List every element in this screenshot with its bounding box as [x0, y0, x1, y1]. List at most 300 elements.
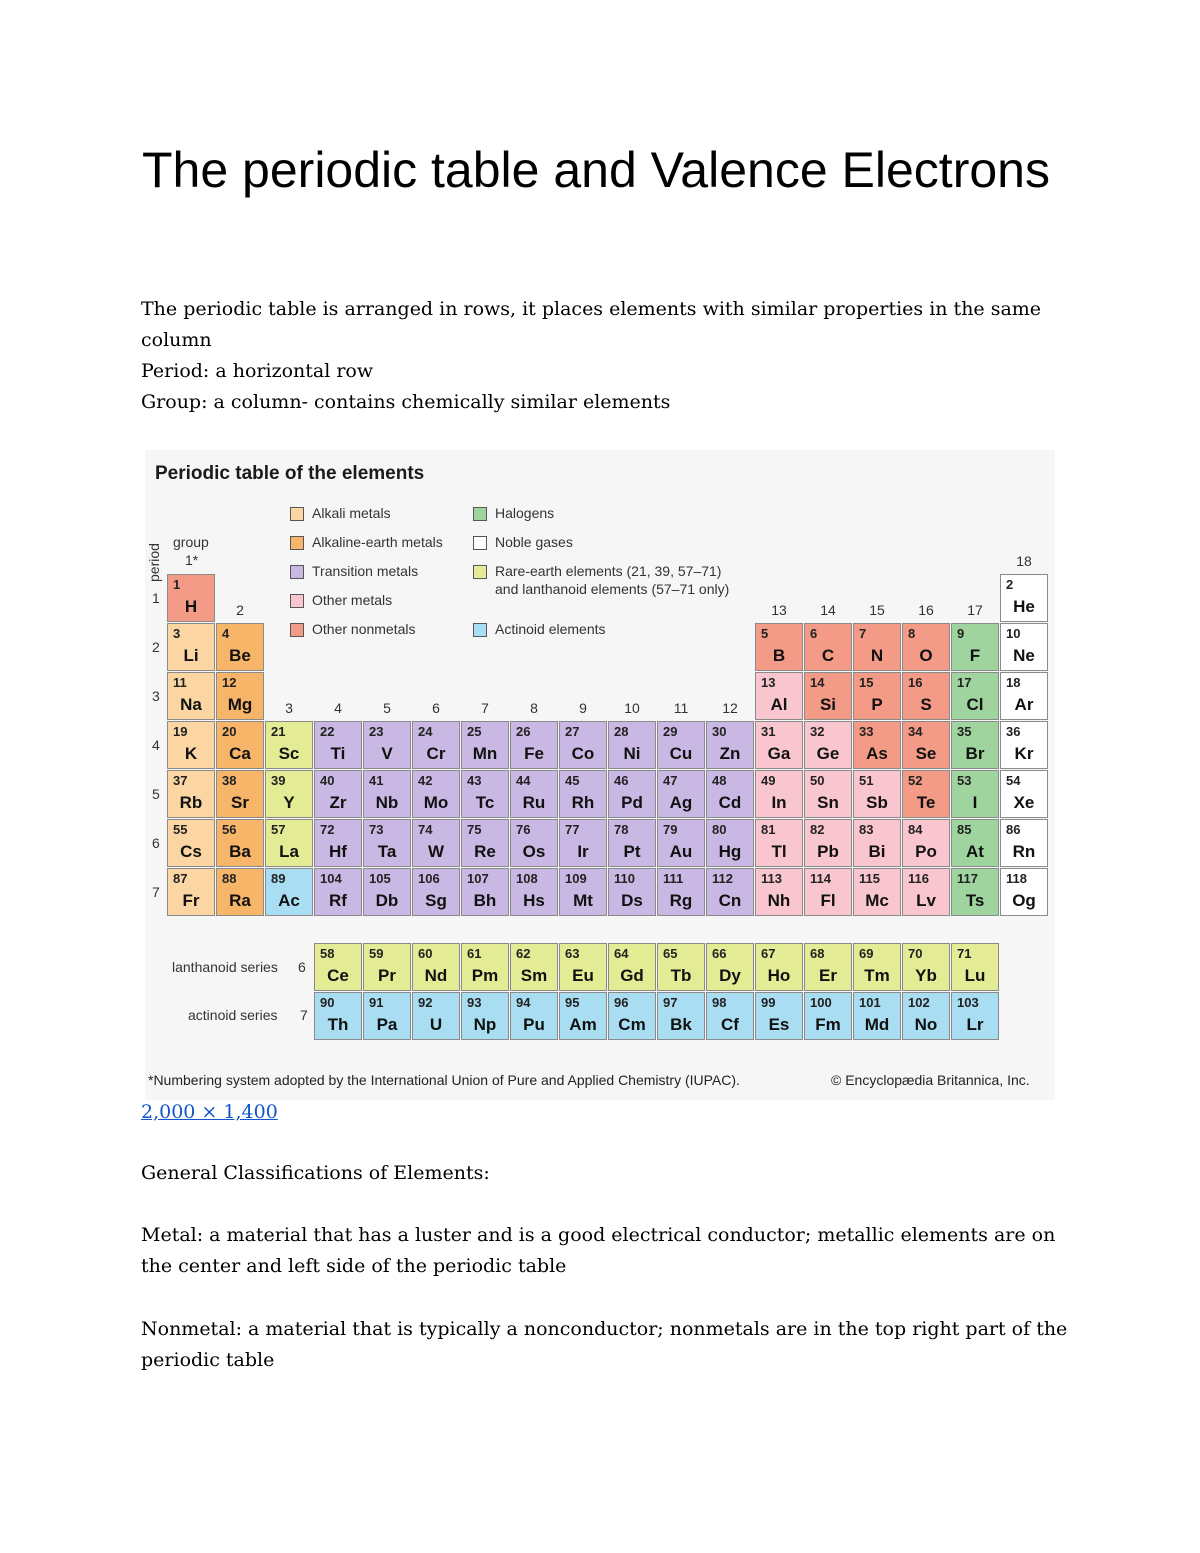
atomic-number: 104 [320, 871, 342, 886]
element-symbol: Rn [1012, 842, 1036, 861]
atomic-number: 15 [859, 675, 874, 690]
atomic-number: 8 [908, 626, 916, 641]
element-symbol: Al [770, 695, 788, 714]
element-symbol: K [184, 744, 198, 763]
atomic-number: 90 [320, 995, 335, 1010]
atomic-number: 52 [908, 773, 923, 788]
element-symbol: Ts [965, 891, 985, 910]
element-symbol: Cn [718, 891, 742, 910]
element-symbol: Sm [520, 966, 548, 985]
element-cell-Rn [1000, 819, 1048, 867]
atomic-number: 101 [859, 995, 881, 1010]
element-cell-H [167, 574, 215, 622]
element-cell-Hf [314, 819, 362, 867]
element-cell-Mt [559, 868, 607, 916]
element-symbol: Pd [621, 793, 643, 812]
group-label-8: 8 [530, 700, 538, 716]
atomic-number: 96 [614, 995, 629, 1010]
group-label-5: 5 [383, 700, 391, 716]
element-symbol: U [429, 1015, 443, 1034]
atomic-number: 91 [369, 995, 384, 1010]
element-cell-Ga [755, 721, 803, 769]
element-cell-Ho [755, 943, 803, 991]
element-symbol: As [866, 744, 888, 763]
element-cell-Er [804, 943, 852, 991]
element-cell-Zr [314, 770, 362, 818]
element-symbol: Ac [278, 891, 300, 910]
element-symbol: Cr [426, 744, 446, 763]
element-symbol: W [427, 842, 445, 861]
element-cell-Sg [412, 868, 460, 916]
element-cell-Hg [706, 819, 754, 867]
image-size-link[interactable]: 2,000 × 1,400 [141, 1101, 278, 1123]
atomic-number: 98 [712, 995, 727, 1010]
atomic-number: 94 [516, 995, 531, 1010]
element-symbol: H [184, 597, 198, 616]
element-cell-Cr [412, 721, 460, 769]
atomic-number: 78 [614, 822, 629, 837]
atomic-number: 38 [222, 773, 237, 788]
atomic-number: 68 [810, 946, 825, 961]
element-symbol: Cl [966, 695, 984, 714]
element-cell-Mo [412, 770, 460, 818]
atomic-number: 69 [859, 946, 874, 961]
element-cell-Ta [363, 819, 411, 867]
element-cell-Li [167, 623, 215, 671]
atomic-number: 19 [173, 724, 188, 739]
group-label-15: 15 [869, 602, 885, 618]
atomic-number: 48 [712, 773, 727, 788]
element-cell-Og [1000, 868, 1048, 916]
group-label-16: 16 [918, 602, 934, 618]
element-cell-Os [510, 819, 558, 867]
atomic-number: 58 [320, 946, 335, 961]
atomic-number: 72 [320, 822, 335, 837]
group-label-11: 11 [673, 700, 689, 716]
intro-line-1: The periodic table is arranged in rows, it places elements with similar properties in the same column [141, 298, 1042, 351]
atomic-number: 73 [369, 822, 384, 837]
group-1-footnote-label: 1* [185, 552, 199, 568]
legend-label: Other nonmetals [312, 621, 416, 637]
legend-swatch-othermetal [290, 594, 304, 608]
atomic-number: 12 [222, 675, 237, 690]
period-label-2: 2 [152, 639, 160, 655]
atomic-number: 13 [761, 675, 776, 690]
element-cell-Fr [167, 868, 215, 916]
element-symbol: Ru [522, 793, 546, 812]
atomic-number: 60 [418, 946, 433, 961]
element-symbol: Rh [571, 793, 595, 812]
atomic-number: 42 [418, 773, 433, 788]
element-cell-He [1000, 574, 1048, 622]
element-cell-Kr [1000, 721, 1048, 769]
element-symbol: Na [180, 695, 202, 714]
atomic-number: 7 [859, 626, 867, 641]
element-cell-Bi [853, 819, 901, 867]
atomic-number: 24 [418, 724, 433, 739]
atomic-number: 41 [369, 773, 384, 788]
atomic-number: 83 [859, 822, 874, 837]
element-cell-Db [363, 868, 411, 916]
atomic-number: 1 [173, 577, 181, 592]
actinoid-period-label: 7 [300, 1007, 308, 1023]
element-cell-Y [265, 770, 313, 818]
element-cell-Cn [706, 868, 754, 916]
element-cell-Ge [804, 721, 852, 769]
atomic-number: 28 [614, 724, 629, 739]
atomic-number: 26 [516, 724, 531, 739]
element-symbol: Lr [966, 1015, 984, 1034]
element-cell-Au [657, 819, 705, 867]
element-symbol: Bi [868, 842, 886, 861]
element-cell-Sb [853, 770, 901, 818]
element-symbol: Ag [669, 793, 693, 812]
element-symbol: Mn [472, 744, 498, 763]
element-cell-Si [804, 672, 852, 720]
element-cell-Cm [608, 992, 656, 1040]
element-cell-Ni [608, 721, 656, 769]
group-label-2: 2 [236, 602, 244, 618]
group-label-13: 13 [771, 602, 787, 618]
element-cell-W [412, 819, 460, 867]
atomic-number: 9 [957, 626, 965, 641]
element-cell-Pr [363, 943, 411, 991]
element-symbol: Po [915, 842, 937, 861]
element-cell-Rh [559, 770, 607, 818]
group-label-3: 3 [285, 700, 293, 716]
element-cell-Bk [657, 992, 705, 1040]
atomic-number: 55 [173, 822, 188, 837]
element-cell-Pu [510, 992, 558, 1040]
atomic-number: 116 [908, 871, 929, 886]
element-symbol: Ho [767, 966, 791, 985]
atomic-number: 37 [173, 773, 188, 788]
element-cell-Te [902, 770, 950, 818]
legend-label: Transition metals [312, 563, 419, 579]
element-symbol: Ba [229, 842, 251, 861]
atomic-number: 117 [957, 871, 978, 886]
element-cell-Cd [706, 770, 754, 818]
element-cell-U [412, 992, 460, 1040]
element-symbol: Fe [524, 744, 544, 763]
atomic-number: 2 [1006, 577, 1014, 592]
atomic-number: 75 [467, 822, 482, 837]
element-symbol: Nd [424, 966, 448, 985]
element-cell-Zn [706, 721, 754, 769]
element-symbol: Bh [473, 891, 497, 910]
element-cell-Nd [412, 943, 460, 991]
element-cell-Ra [216, 868, 264, 916]
atomic-number: 62 [516, 946, 531, 961]
element-cell-Mn [461, 721, 509, 769]
atomic-number: 97 [663, 995, 678, 1010]
element-symbol: Tc [475, 793, 495, 812]
element-cell-Ne [1000, 623, 1048, 671]
element-symbol: Rb [179, 793, 203, 812]
element-symbol: Re [474, 842, 496, 861]
element-cell-Sc [265, 721, 313, 769]
element-cell-Pt [608, 819, 656, 867]
element-symbol: Gd [620, 966, 644, 985]
atomic-number: 45 [565, 773, 580, 788]
atomic-number: 36 [1006, 724, 1021, 739]
element-symbol: Rg [669, 891, 693, 910]
element-symbol: Se [915, 744, 937, 763]
group-label-12: 12 [722, 700, 738, 716]
element-cell-Ag [657, 770, 705, 818]
element-cell-Cu [657, 721, 705, 769]
atomic-number: 74 [418, 822, 433, 837]
element-symbol: Er [819, 966, 837, 985]
group-label-4: 4 [334, 700, 342, 716]
element-symbol: F [969, 646, 981, 665]
period-label-3: 3 [152, 688, 160, 704]
atomic-number: 53 [957, 773, 972, 788]
element-symbol: Rf [329, 891, 347, 910]
element-symbol: La [279, 842, 299, 861]
atomic-number: 50 [810, 773, 825, 788]
element-cell-I [951, 770, 999, 818]
element-symbol: He [1013, 597, 1035, 616]
element-symbol: Dy [719, 966, 741, 985]
element-cell-Sm [510, 943, 558, 991]
element-symbol: Pt [623, 842, 641, 861]
atomic-number: 54 [1006, 773, 1021, 788]
atomic-number: 25 [467, 724, 482, 739]
element-symbol: Hs [523, 891, 545, 910]
legend-swatch-alkaline [290, 536, 304, 550]
atomic-number: 4 [222, 626, 230, 641]
atomic-number: 61 [467, 946, 482, 961]
legend-swatch-halogen [473, 507, 487, 521]
element-symbol: Mg [227, 695, 253, 714]
atomic-number: 88 [222, 871, 237, 886]
element-symbol: Ra [229, 891, 251, 910]
element-symbol: Md [864, 1015, 890, 1034]
element-symbol: Ti [330, 744, 346, 763]
element-cell-No [902, 992, 950, 1040]
atomic-number: 92 [418, 995, 433, 1010]
period-label-1: 1 [152, 590, 160, 606]
element-cell-Se [902, 721, 950, 769]
element-symbol: Si [819, 695, 837, 714]
atomic-number: 81 [761, 822, 776, 837]
element-symbol: Bk [670, 1015, 692, 1034]
legend-swatch-rare [473, 565, 487, 579]
intro-line-2: Period: a horizontal row [141, 360, 374, 382]
atomic-number: 85 [957, 822, 972, 837]
group-label-14: 14 [820, 602, 836, 618]
group-label-10: 10 [624, 700, 640, 716]
element-cell-Co [559, 721, 607, 769]
element-cell-As [853, 721, 901, 769]
metal-definition: Metal: a material that has a luster and is a good electrical conductor; metallic elements are on the center and left side of the periodic table [141, 1224, 1056, 1277]
element-cell-Tb [657, 943, 705, 991]
element-cell-Cs [167, 819, 215, 867]
element-symbol: Kr [1014, 744, 1034, 763]
element-cell-P [853, 672, 901, 720]
atomic-number: 14 [810, 675, 825, 690]
element-symbol: No [914, 1015, 938, 1034]
atomic-number: 11 [173, 675, 187, 690]
element-cell-Es [755, 992, 803, 1040]
atomic-number: 27 [565, 724, 580, 739]
atomic-number: 51 [859, 773, 874, 788]
period-label-7: 7 [152, 884, 160, 900]
element-symbol: Es [768, 1015, 790, 1034]
atomic-number: 32 [810, 724, 825, 739]
copyright: © Encyclopædia Britannica, Inc. [831, 1072, 1030, 1088]
atomic-number: 29 [663, 724, 678, 739]
element-symbol: Pa [376, 1015, 398, 1034]
element-symbol: Ir [577, 842, 589, 861]
element-cell-Ca [216, 721, 264, 769]
element-cell-Gd [608, 943, 656, 991]
atomic-number: 65 [663, 946, 678, 961]
element-symbol: Hg [718, 842, 742, 861]
element-cell-Dy [706, 943, 754, 991]
legend-swatch-transition [290, 565, 304, 579]
element-symbol: Y [283, 793, 295, 812]
period-label-5: 5 [152, 786, 160, 802]
element-cell-Al [755, 672, 803, 720]
atomic-number: 39 [271, 773, 286, 788]
group-label-9: 9 [579, 700, 587, 716]
element-cell-Ar [1000, 672, 1048, 720]
atomic-number: 76 [516, 822, 531, 837]
element-symbol: V [381, 744, 393, 763]
element-cell-Pa [363, 992, 411, 1040]
atomic-number: 57 [271, 822, 286, 837]
atomic-number: 66 [712, 946, 727, 961]
element-cell-Tl [755, 819, 803, 867]
element-symbol: C [821, 646, 835, 665]
element-cell-Na [167, 672, 215, 720]
atomic-number: 108 [516, 871, 538, 886]
element-symbol: In [771, 793, 787, 812]
atomic-number: 103 [957, 995, 979, 1010]
element-symbol: B [772, 646, 786, 665]
element-cell-Hs [510, 868, 558, 916]
atomic-number: 10 [1006, 626, 1021, 641]
element-symbol: Lv [916, 891, 936, 910]
intro-text [141, 294, 1071, 418]
period-axis-label: period [146, 543, 162, 582]
figure-title: Periodic table of the elements [155, 463, 425, 484]
element-symbol: Cm [618, 1015, 646, 1034]
atomic-number: 82 [810, 822, 825, 837]
atomic-number: 44 [516, 773, 531, 788]
element-cell-Lu [951, 943, 999, 991]
element-symbol: Hf [329, 842, 347, 861]
element-symbol: Pm [471, 966, 499, 985]
element-symbol: Xe [1013, 793, 1035, 812]
element-symbol: Th [327, 1015, 349, 1034]
element-cell-Tm [853, 943, 901, 991]
element-cell-Yb [902, 943, 950, 991]
element-cell-Ds [608, 868, 656, 916]
element-cell-Fl [804, 868, 852, 916]
legend-label: Alkaline-earth metals [312, 534, 443, 550]
legend-label: Actinoid elements [495, 621, 606, 637]
element-cell-Mc [853, 868, 901, 916]
element-symbol: Pr [378, 966, 396, 985]
atomic-number: 70 [908, 946, 923, 961]
period-label-4: 4 [152, 737, 160, 753]
group-axis-label: group [173, 534, 209, 550]
element-cell-Am [559, 992, 607, 1040]
element-symbol: Zr [329, 793, 347, 812]
atomic-number: 106 [418, 871, 440, 886]
atomic-number: 114 [810, 871, 831, 886]
element-symbol: Np [473, 1015, 497, 1034]
element-symbol: At [966, 842, 984, 861]
atomic-number: 33 [859, 724, 874, 739]
element-cell-Ts [951, 868, 999, 916]
element-symbol: Co [571, 744, 595, 763]
atomic-number: 80 [712, 822, 727, 837]
classifications-heading: General Classifications of Elements: [141, 1162, 490, 1184]
element-symbol: Mc [865, 891, 889, 910]
element-cell-Ac [265, 868, 313, 916]
legend-swatch-nonmetal [290, 623, 304, 637]
element-cell-Sr [216, 770, 264, 818]
atomic-number: 95 [565, 995, 580, 1010]
atomic-number: 34 [908, 724, 923, 739]
element-cell-Lv [902, 868, 950, 916]
element-symbol: Sg [425, 891, 447, 910]
actinoid-series-label: actinoid series [188, 1007, 278, 1023]
atomic-number: 118 [1006, 871, 1027, 886]
element-cell-Np [461, 992, 509, 1040]
legend-swatch-alkali [290, 507, 304, 521]
element-symbol: Yb [915, 966, 937, 985]
element-cell-Rb [167, 770, 215, 818]
element-symbol: P [871, 695, 883, 714]
atomic-number: 113 [761, 871, 782, 886]
periodic-table-figure [145, 450, 1055, 1100]
atomic-number: 79 [663, 822, 678, 837]
legend-label: and lanthanoid elements (57–71 only) [495, 581, 730, 597]
atomic-number: 87 [173, 871, 188, 886]
atomic-number: 67 [761, 946, 776, 961]
atomic-number: 109 [565, 871, 587, 886]
atomic-number: 43 [467, 773, 482, 788]
element-cell-Be [216, 623, 264, 671]
group-label-7: 7 [481, 700, 489, 716]
element-cell-O [902, 623, 950, 671]
atomic-number: 102 [908, 995, 930, 1010]
atomic-number: 18 [1006, 675, 1021, 690]
element-symbol: Ne [1013, 646, 1035, 665]
element-cell-Rg [657, 868, 705, 916]
element-symbol: Cd [718, 793, 742, 812]
atomic-number: 35 [957, 724, 972, 739]
element-cell-S [902, 672, 950, 720]
atomic-number: 99 [761, 995, 776, 1010]
element-cell-Pd [608, 770, 656, 818]
element-cell-Sn [804, 770, 852, 818]
element-symbol: Br [965, 744, 985, 763]
element-symbol: Fm [815, 1015, 841, 1034]
atomic-number: 100 [810, 995, 832, 1010]
atomic-number: 110 [614, 871, 635, 886]
element-symbol: Cf [721, 1015, 739, 1034]
atomic-number: 77 [565, 822, 580, 837]
element-cell-Re [461, 819, 509, 867]
period-label-6: 6 [152, 835, 160, 851]
element-symbol: Ni [623, 744, 641, 763]
